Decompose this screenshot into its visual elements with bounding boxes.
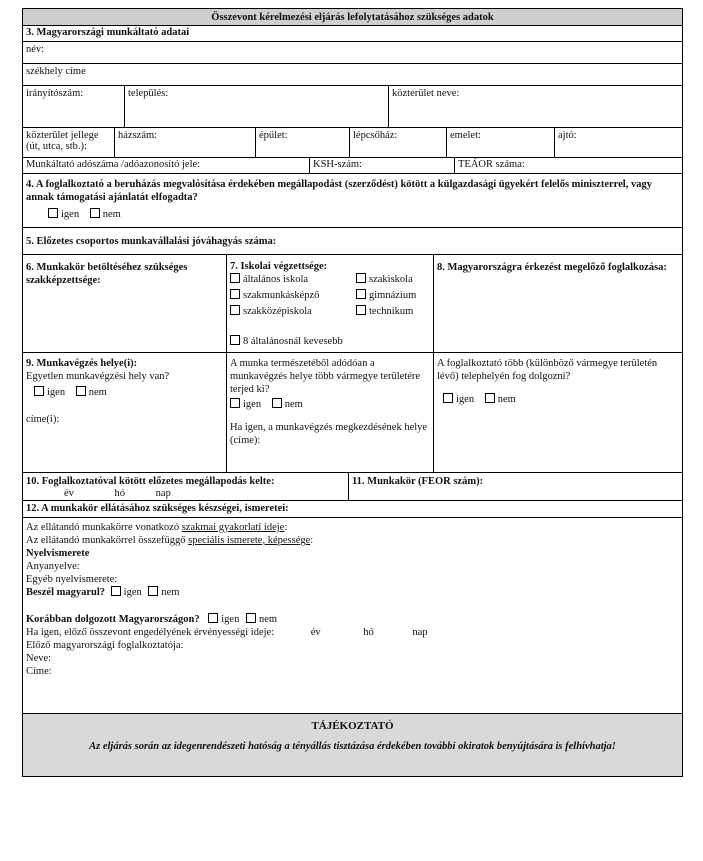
school-options-left [230,273,356,321]
school-options [230,273,430,321]
s9-q3-igen-checkbox[interactable] [443,393,453,403]
s9-q2-nem-label: nem [284,399,303,410]
special-skills-line[interactable] [26,534,679,547]
location-address-label: címe(i): [26,414,60,425]
school-opt-szakkozep[interactable] [230,305,356,321]
single-location-question: Egyetlen munkavégzési hely van? [26,371,170,382]
checkbox[interactable] [356,305,366,315]
practical-experience-colon: : [284,522,288,533]
street-type-hint: (út, utca, stb.): [26,141,87,152]
employer-name-label: név: [26,44,45,55]
year-label: év [64,488,74,499]
street-type-label: közterület jellege [26,130,99,141]
worked-before-igen-label: igen [221,614,240,625]
section-9-col-1 [23,353,227,472]
tax-number-label: Munkáltató adószáma /adóazonosító jele: [26,159,201,170]
school-opt-szakmunkas[interactable] [230,289,356,305]
school-opt-gimnazium[interactable] [356,289,416,305]
s4-nem-label: nem [102,209,121,220]
ksh-field[interactable] [310,158,455,173]
settlement-label: település: [128,88,169,99]
section-12-body [23,518,682,714]
day-label: nap [155,488,171,499]
s4-nem-checkbox[interactable] [90,208,100,218]
floor-label: emelet: [450,130,481,141]
form-title: Összevont kérelmezési eljárás lefolytatásához szükséges adatok [23,9,682,26]
sections-6-8 [23,255,682,353]
practical-experience-line[interactable] [26,521,679,534]
staircase-field[interactable] [350,128,447,157]
previous-employer-label: Előző magyarországi foglalkoztatója: [26,640,184,651]
speaks-hungarian-nem-label: nem [161,587,180,598]
special-skills-term: speciális ismerete, képessége [188,535,311,546]
speaks-hungarian-igen-label: igen [123,587,142,598]
section-4-options [48,208,679,220]
school-opt-label: szakközépiskola [243,306,312,317]
section-9-col-3 [434,353,682,472]
school-opt-label: technikum [369,306,414,317]
section-9-col-2 [227,353,434,472]
multi-site-question: A foglalkoztató több (különböző vármegye területén lévő) telephelyén fog dolgozni? [437,358,658,382]
previous-permit-validity-row[interactable] [26,626,679,639]
practical-experience-prefix: Az ellátandó munkakörre vonatkozó [26,522,182,533]
postal-code-label: irányítószám: [26,88,84,99]
worked-before-nem-checkbox[interactable] [246,613,256,623]
section-7-heading: 7. Iskolai végzettsége: [230,261,328,272]
previous-employer-name-field[interactable]: Neve: [26,653,52,664]
address-row-1 [23,86,682,128]
street-name-label: közterület neve: [392,88,460,99]
section-12-heading: 12. A munkakör ellátásához szükséges készségei, ismeretei: [23,501,682,518]
school-options-right [356,273,416,321]
door-label: ajtó: [558,130,577,141]
checkbox[interactable] [230,273,240,283]
s9-q1-nem-label: nem [88,387,107,398]
teaor-label: TEÁOR száma: [458,159,525,170]
tax-number-field[interactable] [23,158,310,173]
tax-row [23,158,682,174]
section-9 [23,353,682,473]
floor-field[interactable] [447,128,555,157]
worked-before-row [26,613,679,626]
s9-q1-nem-checkbox[interactable] [76,386,86,396]
checkbox[interactable] [356,273,366,283]
house-number-label: házszám: [118,130,158,141]
special-skills-colon: : [310,535,314,546]
worked-before-label: Korábban dolgozott Magyarországon? [26,614,200,625]
speaks-hungarian-igen-checkbox[interactable] [111,586,121,596]
section-5-heading: 5. Előzetes csoportos munkavállalási jóváhagyás száma: [23,228,682,255]
section-10 [23,473,349,500]
s4-igen-checkbox[interactable] [48,208,58,218]
s9-q2-igen-checkbox[interactable] [230,398,240,408]
building-label: épület: [259,130,288,141]
s9-q1-igen-label: igen [47,387,66,398]
checkbox[interactable] [230,305,240,315]
section-6-heading: 6. Munkakör betöltéséhez szükséges szakképzettsége: [23,255,227,352]
section-4-heading: 4. A foglalkoztató a beruházás megvalósítása érdekében megállapodást (szerződést) kötött a külgazdasági ügyekért felelős miniszterrel, vagy annak támogatási ajánlatát elfogadta? [26,179,652,203]
other-languages-field[interactable]: Egyéb nyelvismerete: [26,574,118,585]
year-label: év [310,627,321,638]
building-field[interactable] [256,128,350,157]
section-7 [227,255,434,352]
day-label: nap [412,627,428,638]
language-heading: Nyelvismerete [26,548,90,559]
checkbox[interactable] [230,289,240,299]
start-location-label: Ha igen, a munkavégzés megkezdésének helye (címe): [230,422,428,446]
speaks-hungarian-label: Beszél magyarul? [26,587,106,598]
school-opt-label: szakiskola [369,274,413,285]
school-opt-label: gimnázium [369,290,417,301]
teaor-field[interactable] [455,158,682,173]
employer-seat-field[interactable] [23,64,682,86]
house-number-field[interactable] [115,128,256,157]
previous-employer-address-field[interactable]: Címe: [26,666,52,677]
speaks-hungarian-nem-checkbox[interactable] [148,586,158,596]
info-box [23,714,682,776]
school-opt-label: általános iskola [243,274,309,285]
sections-10-11 [23,473,682,501]
info-title: TÁJÉKOZTATÓ [311,720,394,732]
s9-q2-igen-label: igen [243,399,262,410]
month-label: hó [114,488,126,499]
info-text: Az eljárás során az idegenrendészeti hatóság a tényállás tisztázása érdekében további okiratok benyújtására is felhívhatja! [89,741,616,752]
agreement-date-fields[interactable] [26,488,345,500]
special-skills-prefix: Az ellátandó munkakörrel összefüggő [26,535,189,546]
application-form [22,8,683,777]
single-location-options [34,386,223,399]
school-opt-less-than-8[interactable] [230,335,343,348]
street-type-field[interactable] [23,128,115,157]
school-opt-label: szakmunkásképző [243,290,320,301]
section-10-heading: 10. Foglalkoztatóval kötött előzetes megállapodás kelte: [26,476,275,487]
practical-experience-term: szakmai gyakorlati ideje [181,522,285,533]
employer-seat-label: székhely címe [26,66,86,77]
employer-name-field[interactable] [23,42,682,64]
section-3-heading: 3. Magyarországi munkáltató adatai [23,26,682,42]
school-opt-szakiskola[interactable] [356,273,416,289]
multi-county-options [230,398,430,411]
multi-site-options [443,393,679,406]
s9-q2-nem-checkbox[interactable] [272,398,282,408]
worked-before-nem-label: nem [258,614,278,625]
door-field[interactable] [555,128,682,157]
mother-tongue-field[interactable]: Anyanyelve: [26,561,80,572]
speaks-hungarian-row [26,586,679,599]
staircase-label: lépcsőház: [353,130,398,141]
checkbox[interactable] [230,335,240,345]
postal-code-field[interactable] [23,86,125,127]
settlement-field[interactable] [125,86,389,127]
multi-county-question: A munka természetéből adódóan a munkavégzés helye több vármegye területére terjed ki? [230,358,421,395]
s9-q3-igen-label: igen [456,394,475,405]
previous-permit-label: Ha igen, előző összevont engedélyének érvényességi ideje: [26,627,275,638]
s9-q3-nem-label: nem [497,394,516,405]
month-label: hó [363,627,374,638]
checkbox[interactable] [356,289,366,299]
section-4 [23,174,682,228]
school-opt-technikum[interactable] [356,305,416,321]
street-name-field[interactable] [389,86,682,127]
s4-igen-label: igen [61,209,80,220]
section-11-heading: 11. Munkakör (FEOR szám): [352,476,484,487]
section-9-heading: 9. Munkavégzés helye(i): [26,358,138,369]
address-row-2 [23,128,682,158]
s9-q1-igen-checkbox[interactable] [34,386,44,396]
school-opt-label: 8 általánosnál kevesebb [243,336,343,347]
worked-before-igen-checkbox[interactable] [208,613,218,623]
section-8-heading: 8. Magyarországra érkezést megelőző foglalkozása: [437,262,667,273]
ksh-label: KSH-szám: [313,159,362,170]
school-opt-altalanos[interactable] [230,273,356,289]
s9-q3-nem-checkbox[interactable] [485,393,495,403]
